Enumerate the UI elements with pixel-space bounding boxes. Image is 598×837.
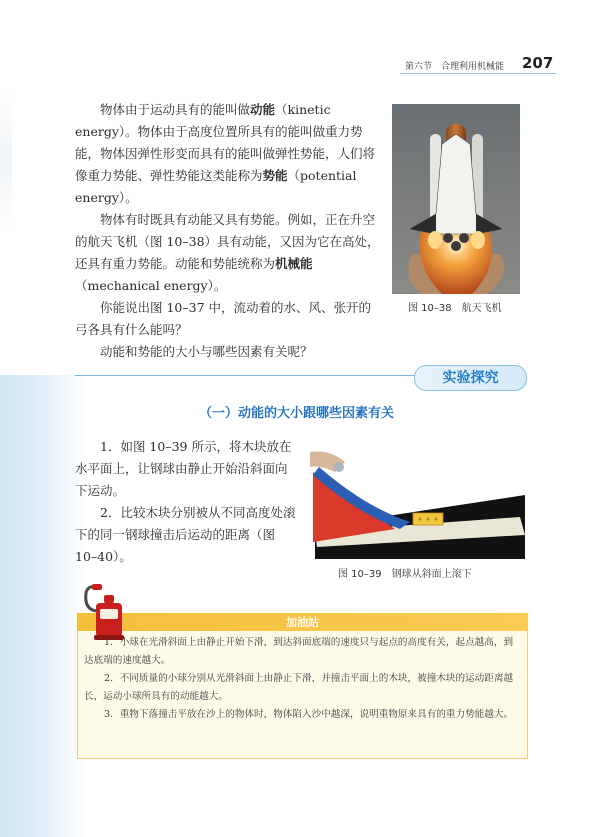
tip-item-2: 2．不同质量的小球分别从光滑斜面上由静止下滑，并撞击平面上的木块，被撞木块的运动距离越长，运动小球所具有的动能越大。	[84, 673, 514, 702]
tip-item-3: 3．重物下落撞击平放在沙上的物体时，物体陷入沙中越深，说明重物原来具有的重力势能越大。	[104, 709, 514, 720]
paragraph-mechanical-energy: 物体有时既具有动能又具有势能。例如，正在升空的航天飞机（图 10–38）具有动能，又因为它在高处，还具有重力势能。动能和势能统称为机械能（mechanical energy）。	[75, 212, 380, 293]
term-potential: 势能	[262, 168, 288, 183]
ramp-experiment-photo	[305, 447, 525, 559]
left-edge-shade	[0, 90, 12, 230]
left-color-band	[0, 375, 86, 837]
header-rule	[400, 73, 556, 74]
section-header: 第六节 合理利用机械能	[405, 62, 505, 72]
tip-box-list	[84, 634, 520, 724]
paragraph-question: 你能说出图 10–37 中，流动着的水、风、张开的弓各具有什么能吗？	[75, 300, 372, 337]
figure-38-caption: 图 10–38 航天飞机	[408, 303, 502, 314]
figure-39-caption: 图 10–39 钢球从斜面上滚下	[338, 569, 472, 580]
intro-text	[75, 99, 380, 363]
section-divider	[75, 375, 420, 376]
term-mechanical: 机械能	[275, 256, 313, 271]
page-number: 207	[522, 54, 554, 72]
fuel-pump-icon	[82, 583, 132, 641]
space-shuttle-photo	[392, 104, 520, 294]
experiment-subtitle: （一）动能的大小跟哪些因素有关	[199, 406, 395, 421]
experiment-steps	[75, 436, 297, 568]
experiment-banner: 实验探究	[414, 365, 527, 391]
tip-item-1: 1．小球在光滑斜面上由静止开始下滑，到达斜面底端的速度只与起点的高度有关，起点越高，到达底端的速度越大。	[84, 637, 514, 666]
paragraph-factors: 动能和势能的大小与哪些因素有关呢？	[100, 344, 313, 359]
term-kinetic: 动能	[250, 102, 276, 117]
tip-box-title: 加油站	[286, 616, 319, 629]
paragraph-kinetic-energy: 物体由于运动具有的能叫做动能（kinetic energy）。物体由于高度位置所具有的能叫做重力势能，物体因弹性形变而具有的能叫做弹性势能，人们将像重力势能、弹性势能这类能称为势能（potential energy）。	[75, 102, 376, 205]
step-2: 2．比较木块分别被从不同高度处滚下的同一钢球撞击后运动的距离（图 10–40）。	[75, 505, 296, 564]
step-1: 1．如图 10–39 所示，将木块放在水平面上，让钢球由静止开始沿斜面向下运动。	[75, 439, 292, 498]
